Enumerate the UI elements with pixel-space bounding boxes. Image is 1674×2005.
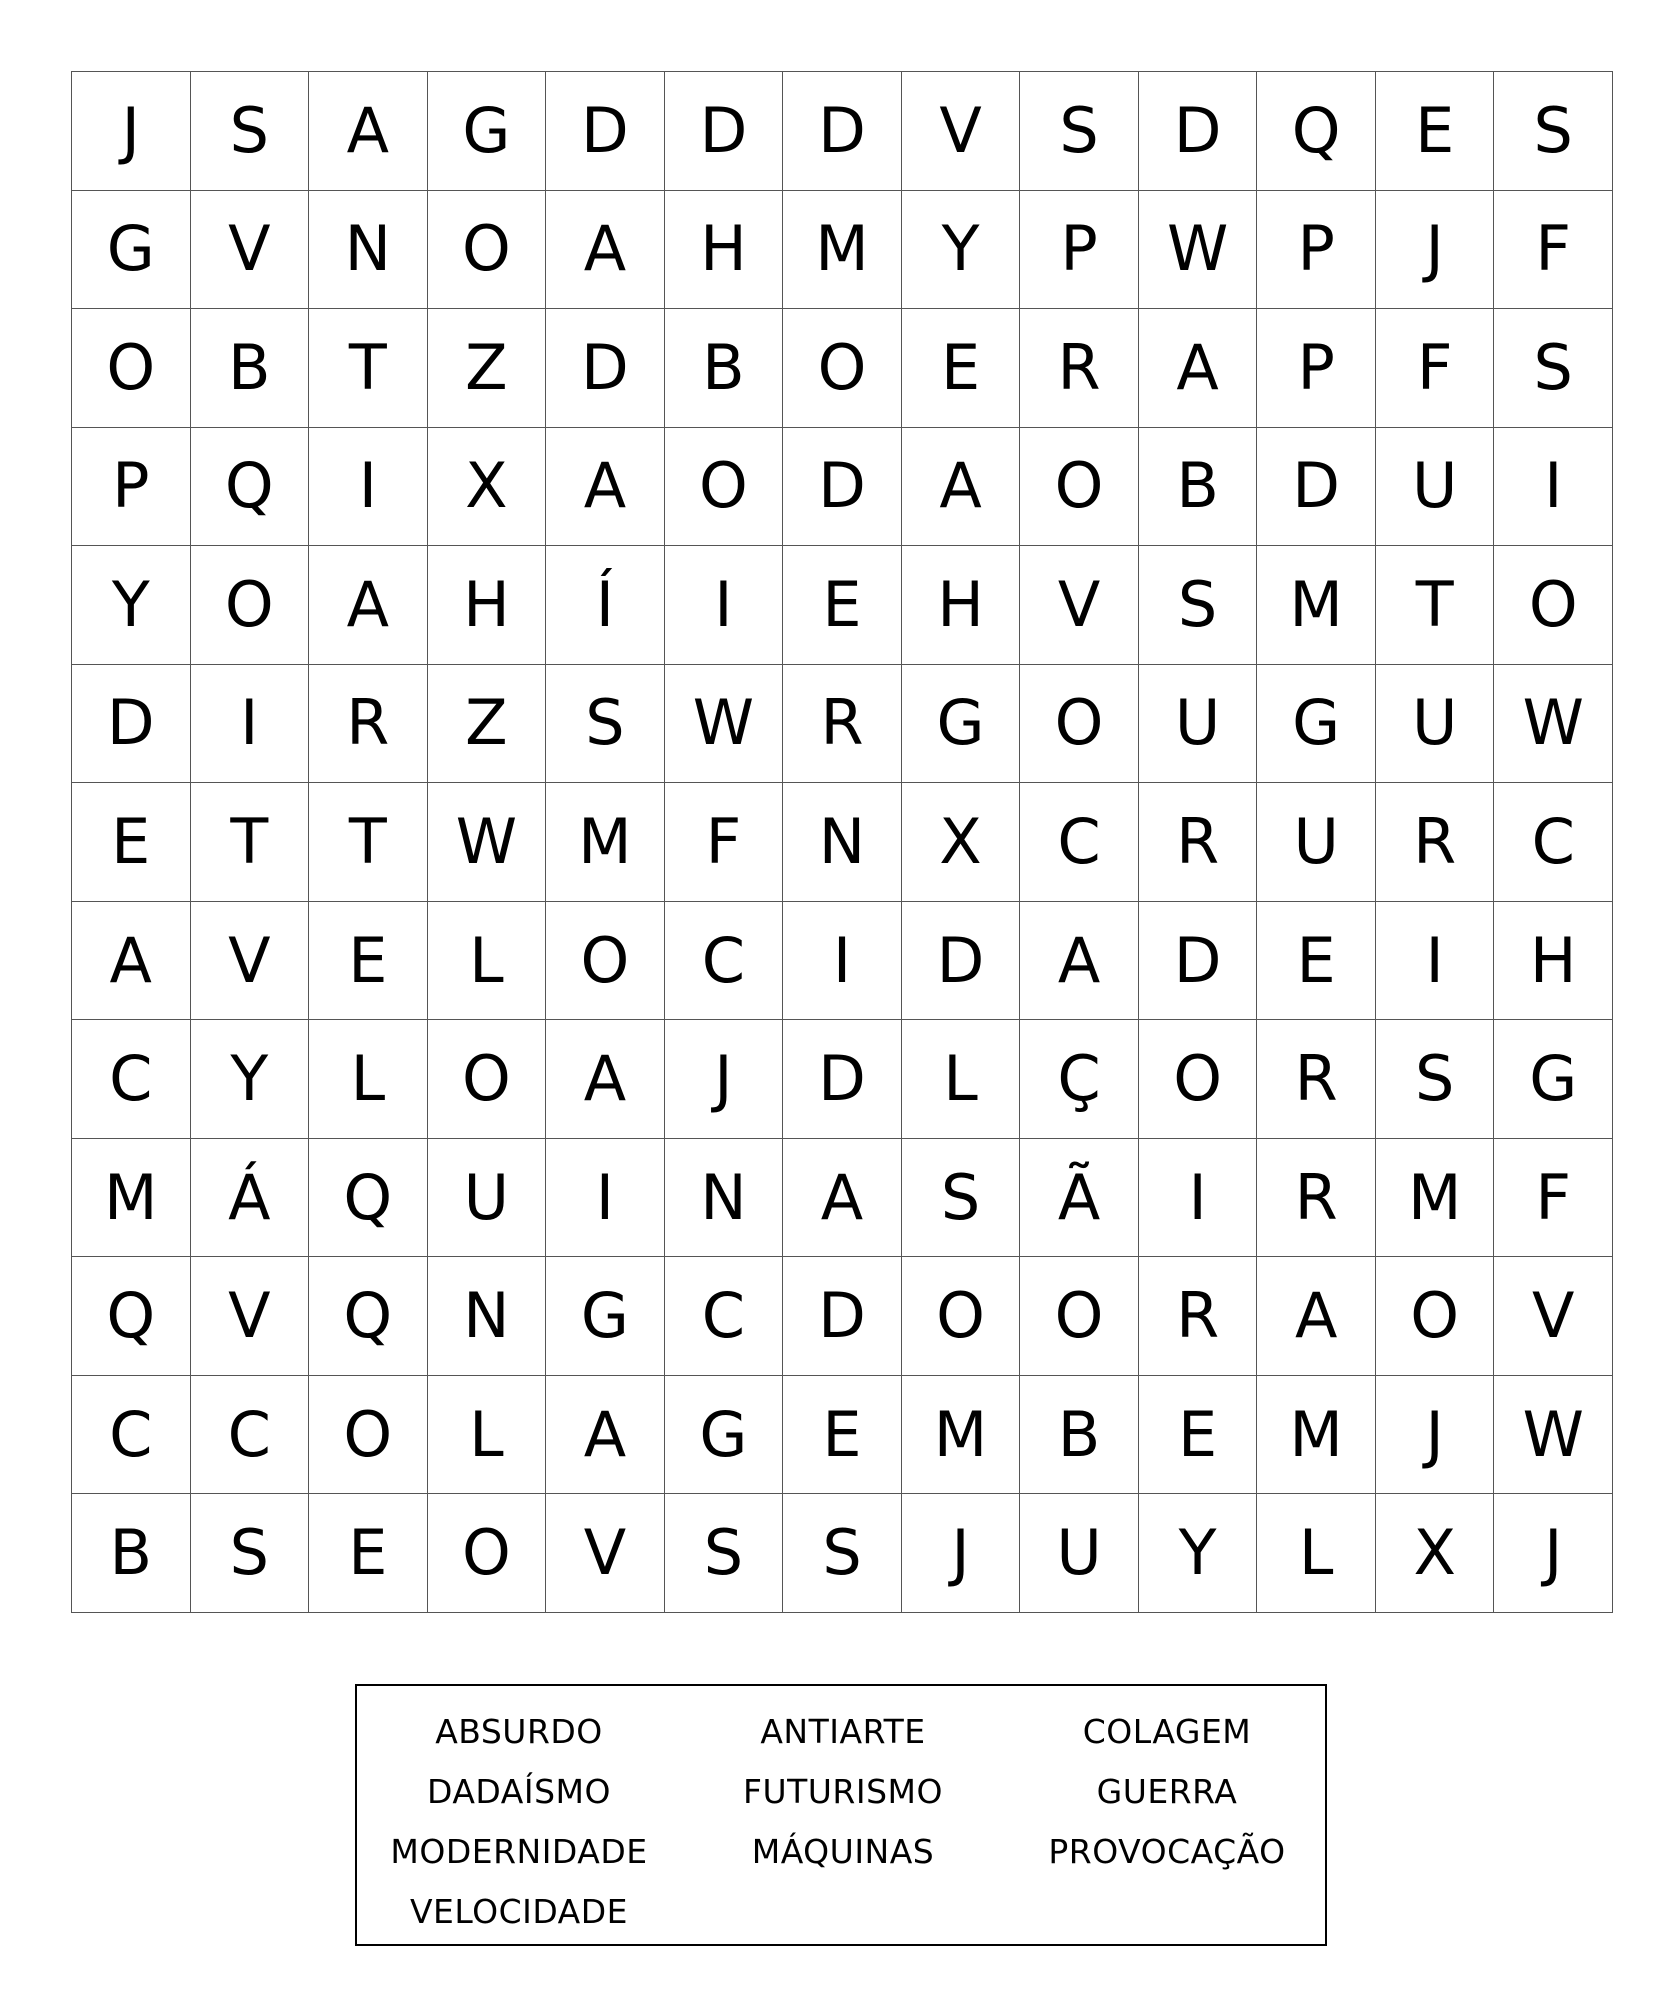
grid-cell[interactable]: U <box>428 1139 547 1258</box>
grid-cell[interactable]: O <box>428 1020 547 1139</box>
word-item: VELOCIDADE <box>409 1892 629 1931</box>
grid-cell[interactable]: O <box>309 1376 428 1495</box>
grid-cell[interactable]: U <box>1139 665 1258 784</box>
grid-cell[interactable]: A <box>783 1139 902 1258</box>
grid-cell[interactable]: C <box>72 1020 191 1139</box>
grid-cell[interactable]: Y <box>1139 1494 1258 1613</box>
grid-cell[interactable]: I <box>1494 428 1613 547</box>
grid-cell[interactable]: T <box>1376 546 1495 665</box>
grid-cell[interactable]: S <box>1020 72 1139 191</box>
grid-cell[interactable]: S <box>783 1494 902 1613</box>
grid-cell[interactable]: C <box>1494 783 1613 902</box>
grid-cell[interactable]: W <box>428 783 547 902</box>
grid-cell[interactable]: V <box>902 72 1021 191</box>
grid-cell[interactable]: Y <box>191 1020 310 1139</box>
grid-cell[interactable]: Ç <box>1020 1020 1139 1139</box>
grid-cell[interactable]: J <box>1494 1494 1613 1613</box>
grid-cell[interactable]: D <box>1139 902 1258 1021</box>
word-item: DADAÍSMO <box>427 1772 611 1811</box>
grid-cell[interactable]: W <box>1494 665 1613 784</box>
grid-cell[interactable]: R <box>1376 783 1495 902</box>
grid-cell[interactable]: S <box>1376 1020 1495 1139</box>
grid-cell[interactable]: L <box>309 1020 428 1139</box>
grid-cell[interactable]: B <box>1020 1376 1139 1495</box>
grid-cell[interactable]: I <box>665 546 784 665</box>
grid-cell[interactable]: O <box>191 546 310 665</box>
grid-cell[interactable]: V <box>191 902 310 1021</box>
grid-cell[interactable]: O <box>665 428 784 547</box>
grid-cell[interactable]: H <box>428 546 547 665</box>
grid-cell[interactable]: A <box>546 428 665 547</box>
grid-cell[interactable]: D <box>665 72 784 191</box>
word-item: COLAGEM <box>1082 1712 1252 1751</box>
grid-cell[interactable]: C <box>665 902 784 1021</box>
grid-cell[interactable]: G <box>902 665 1021 784</box>
grid-cell[interactable]: B <box>665 309 784 428</box>
grid-cell[interactable]: J <box>665 1020 784 1139</box>
grid-cell[interactable]: U <box>1376 428 1495 547</box>
grid-cell[interactable]: J <box>72 72 191 191</box>
grid-cell[interactable]: Q <box>309 1257 428 1376</box>
grid-cell[interactable]: L <box>902 1020 1021 1139</box>
letter-grid <box>71 71 1613 1613</box>
grid-cell[interactable]: T <box>309 783 428 902</box>
grid-cell[interactable]: Ã <box>1020 1139 1139 1258</box>
grid-cell[interactable]: L <box>428 902 547 1021</box>
grid-cell[interactable]: A <box>309 72 428 191</box>
grid-cell[interactable]: A <box>1257 1257 1376 1376</box>
grid-cell[interactable]: E <box>309 902 428 1021</box>
grid-cell[interactable]: F <box>1494 191 1613 310</box>
grid-cell[interactable]: Y <box>72 546 191 665</box>
grid-cell[interactable]: A <box>309 546 428 665</box>
grid-cell[interactable]: A <box>546 1020 665 1139</box>
grid-cell[interactable]: I <box>1139 1139 1258 1258</box>
grid-cell[interactable]: O <box>1494 546 1613 665</box>
word-item: FUTURISMO <box>742 1772 943 1811</box>
grid-cell[interactable]: S <box>546 665 665 784</box>
grid-cell[interactable]: W <box>665 665 784 784</box>
word-bank-column-1 <box>357 1702 681 1942</box>
grid-cell[interactable]: B <box>1139 428 1258 547</box>
grid-cell[interactable]: W <box>1494 1376 1613 1495</box>
grid-cell[interactable]: D <box>546 72 665 191</box>
grid-cell[interactable]: I <box>783 902 902 1021</box>
grid-cell[interactable]: E <box>783 546 902 665</box>
grid-cell[interactable]: H <box>1494 902 1613 1021</box>
grid-cell[interactable]: T <box>309 309 428 428</box>
grid-cell[interactable]: P <box>1020 191 1139 310</box>
grid-cell[interactable]: E <box>72 783 191 902</box>
grid-cell[interactable]: L <box>1257 1494 1376 1613</box>
grid-cell[interactable]: M <box>72 1139 191 1258</box>
grid-cell[interactable]: O <box>1020 665 1139 784</box>
grid-cell[interactable]: A <box>1020 902 1139 1021</box>
grid-cell[interactable]: M <box>1376 1139 1495 1258</box>
grid-cell[interactable]: O <box>902 1257 1021 1376</box>
word-bank-column-3 <box>1005 1702 1329 1882</box>
grid-cell[interactable]: Q <box>309 1139 428 1258</box>
grid-cell[interactable]: Z <box>428 309 547 428</box>
grid-cell[interactable]: G <box>428 72 547 191</box>
grid-cell[interactable]: D <box>783 1257 902 1376</box>
grid-cell[interactable]: Q <box>72 1257 191 1376</box>
grid-cell[interactable]: D <box>1257 428 1376 547</box>
grid-cell[interactable]: J <box>1376 1376 1495 1495</box>
grid-cell[interactable]: O <box>783 309 902 428</box>
word-item: GUERRA <box>1096 1772 1238 1811</box>
grid-cell[interactable]: E <box>1376 72 1495 191</box>
grid-cell[interactable]: S <box>1494 72 1613 191</box>
grid-cell[interactable]: X <box>428 428 547 547</box>
grid-cell[interactable]: C <box>1020 783 1139 902</box>
grid-cell[interactable]: G <box>546 1257 665 1376</box>
grid-cell[interactable]: P <box>72 428 191 547</box>
grid-cell[interactable]: P <box>1257 191 1376 310</box>
grid-cell[interactable]: Z <box>428 665 547 784</box>
grid-cell[interactable]: H <box>665 191 784 310</box>
grid-cell[interactable]: C <box>665 1257 784 1376</box>
grid-cell[interactable]: B <box>72 1494 191 1613</box>
grid-cell[interactable]: R <box>1139 783 1258 902</box>
grid-cell[interactable]: J <box>1376 191 1495 310</box>
grid-cell[interactable]: U <box>1376 665 1495 784</box>
grid-cell[interactable]: X <box>902 783 1021 902</box>
grid-cell[interactable]: O <box>428 1494 547 1613</box>
grid-cell[interactable]: L <box>428 1376 547 1495</box>
grid-cell[interactable]: I <box>1376 902 1495 1021</box>
grid-cell[interactable]: D <box>1139 72 1258 191</box>
grid-cell[interactable]: V <box>1020 546 1139 665</box>
grid-cell[interactable]: U <box>1020 1494 1139 1613</box>
grid-cell[interactable]: V <box>191 191 310 310</box>
grid-cell[interactable]: N <box>665 1139 784 1258</box>
grid-cell[interactable]: G <box>1257 665 1376 784</box>
grid-cell[interactable]: B <box>191 309 310 428</box>
grid-cell[interactable]: F <box>1494 1139 1613 1258</box>
grid-cell[interactable]: G <box>665 1376 784 1495</box>
grid-cell[interactable]: J <box>902 1494 1021 1613</box>
grid-cell[interactable]: D <box>783 428 902 547</box>
grid-cell[interactable]: A <box>1139 309 1258 428</box>
grid-cell[interactable]: I <box>546 1139 665 1258</box>
grid-cell[interactable]: S <box>1139 546 1258 665</box>
grid-cell[interactable]: D <box>546 309 665 428</box>
grid-cell[interactable]: D <box>902 902 1021 1021</box>
grid-cell[interactable]: O <box>1139 1020 1258 1139</box>
grid-cell[interactable]: R <box>783 665 902 784</box>
grid-cell[interactable]: V <box>1494 1257 1613 1376</box>
grid-cell[interactable]: Í <box>546 546 665 665</box>
grid-cell[interactable]: D <box>72 665 191 784</box>
grid-cell[interactable]: M <box>1257 546 1376 665</box>
grid-cell[interactable]: Y <box>902 191 1021 310</box>
grid-cell[interactable]: I <box>309 428 428 547</box>
grid-cell[interactable]: S <box>191 1494 310 1613</box>
grid-cell[interactable]: W <box>1139 191 1258 310</box>
grid-cell[interactable]: O <box>428 191 547 310</box>
grid-cell[interactable]: S <box>1494 309 1613 428</box>
grid-cell[interactable]: Á <box>191 1139 310 1258</box>
grid-cell[interactable]: R <box>309 665 428 784</box>
grid-cell[interactable]: R <box>1257 1020 1376 1139</box>
grid-cell[interactable]: E <box>1139 1376 1258 1495</box>
grid-cell[interactable]: A <box>546 191 665 310</box>
grid-cell[interactable]: A <box>72 902 191 1021</box>
grid-cell[interactable]: A <box>546 1376 665 1495</box>
word-bank-column-2 <box>681 1702 1005 1882</box>
grid-cell[interactable]: O <box>546 902 665 1021</box>
grid-cell[interactable]: O <box>1020 1257 1139 1376</box>
grid-cell[interactable]: F <box>1376 309 1495 428</box>
grid-cell[interactable]: E <box>309 1494 428 1613</box>
grid-cell[interactable]: R <box>1020 309 1139 428</box>
word-bank <box>355 1684 1327 1946</box>
grid-cell[interactable]: M <box>546 783 665 902</box>
grid-cell[interactable]: I <box>191 665 310 784</box>
grid-cell[interactable]: M <box>1257 1376 1376 1495</box>
grid-cell[interactable]: G <box>1494 1020 1613 1139</box>
grid-cell[interactable]: E <box>783 1376 902 1495</box>
grid-cell[interactable]: S <box>665 1494 784 1613</box>
grid-cell[interactable]: Q <box>191 428 310 547</box>
grid-cell[interactable]: A <box>902 428 1021 547</box>
word-item: ANTIARTE <box>760 1712 926 1751</box>
grid-cell[interactable]: S <box>902 1139 1021 1258</box>
grid-cell[interactable]: R <box>1257 1139 1376 1258</box>
grid-cell[interactable]: P <box>1257 309 1376 428</box>
grid-cell[interactable]: S <box>191 72 310 191</box>
grid-cell[interactable]: Q <box>1257 72 1376 191</box>
grid-cell[interactable]: N <box>309 191 428 310</box>
word-item: ABSURDO <box>435 1712 603 1751</box>
grid-cell[interactable]: O <box>72 309 191 428</box>
grid-cell[interactable]: M <box>902 1376 1021 1495</box>
grid-cell[interactable]: R <box>1139 1257 1258 1376</box>
grid-cell[interactable]: D <box>783 72 902 191</box>
word-item: MÁQUINAS <box>751 1832 935 1871</box>
grid-cell[interactable]: G <box>72 191 191 310</box>
grid-cell[interactable]: E <box>902 309 1021 428</box>
grid-cell[interactable]: V <box>546 1494 665 1613</box>
grid-cell[interactable]: N <box>783 783 902 902</box>
grid-cell[interactable]: E <box>1257 902 1376 1021</box>
grid-cell[interactable]: D <box>783 1020 902 1139</box>
grid-cell[interactable]: M <box>783 191 902 310</box>
word-item: MODERNIDADE <box>390 1832 648 1871</box>
grid-cell[interactable]: N <box>428 1257 547 1376</box>
grid-cell[interactable]: X <box>1376 1494 1495 1613</box>
grid-cell[interactable]: O <box>1376 1257 1495 1376</box>
grid-cell[interactable]: H <box>902 546 1021 665</box>
grid-cell[interactable]: F <box>665 783 784 902</box>
grid-cell[interactable]: O <box>1020 428 1139 547</box>
grid-cell[interactable]: C <box>191 1376 310 1495</box>
grid-cell[interactable]: U <box>1257 783 1376 902</box>
grid-cell[interactable]: T <box>191 783 310 902</box>
grid-cell[interactable]: C <box>72 1376 191 1495</box>
word-item: PROVOCAÇÃO <box>1048 1832 1286 1871</box>
grid-cell[interactable]: V <box>191 1257 310 1376</box>
